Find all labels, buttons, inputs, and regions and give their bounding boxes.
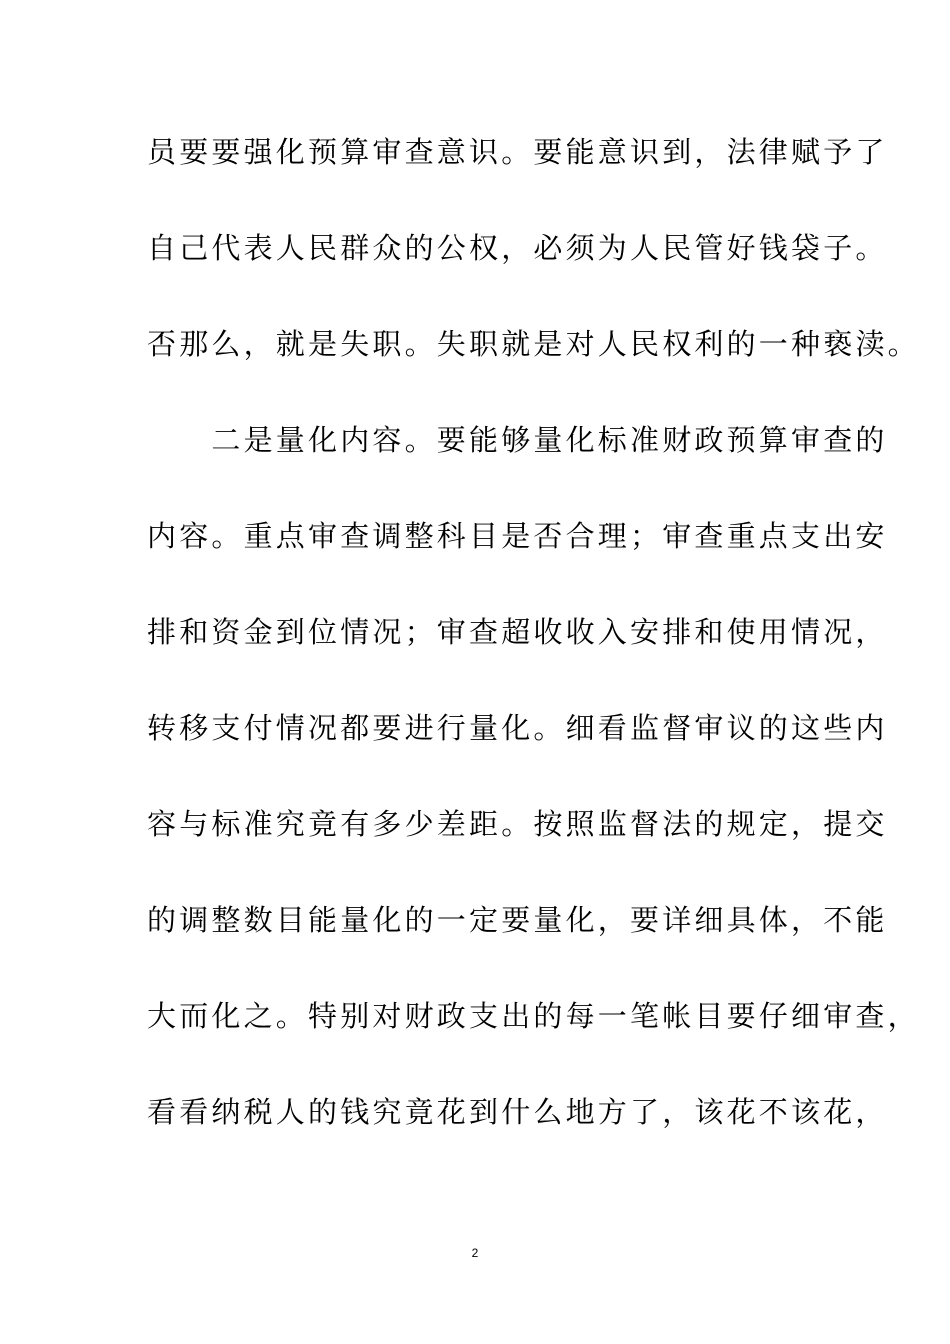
text-line: 排和资金到位情况；审查超收收入安排和使用情况， [147,615,888,649]
text-line: 看看纳税人的钱究竟花到什么地方了，该花不该花， [147,1095,888,1129]
text-line: 容与标准究竟有多少差距。按照监督法的规定，提交 [147,807,888,841]
text-line: 员要要强化预算审查意识。要能意识到，法律赋予了 [147,135,888,169]
text-line: 的调整数目能量化的一定要量化，要详细具体，不能 [147,903,888,937]
text-line: 自己代表人民群众的公权，必须为人民管好钱袋子。 [147,231,888,265]
text-line: 大而化之。特别对财政支出的每一笔帐目要仔细审查， [147,999,920,1033]
text-line: 转移支付情况都要进行量化。细看监督审议的这些内 [147,711,888,745]
body-text [147,128,920,1184]
page-number: 2 [471,1246,479,1260]
text-line: 否那么，就是失职。失职就是对人民权利的一种亵渎。 [147,327,920,361]
text-line: 内容。重点审查调整科目是否合理；审查重点支出安 [147,519,888,553]
text-line: 二是量化内容。要能够量化标准财政预算审查的 [147,423,888,457]
